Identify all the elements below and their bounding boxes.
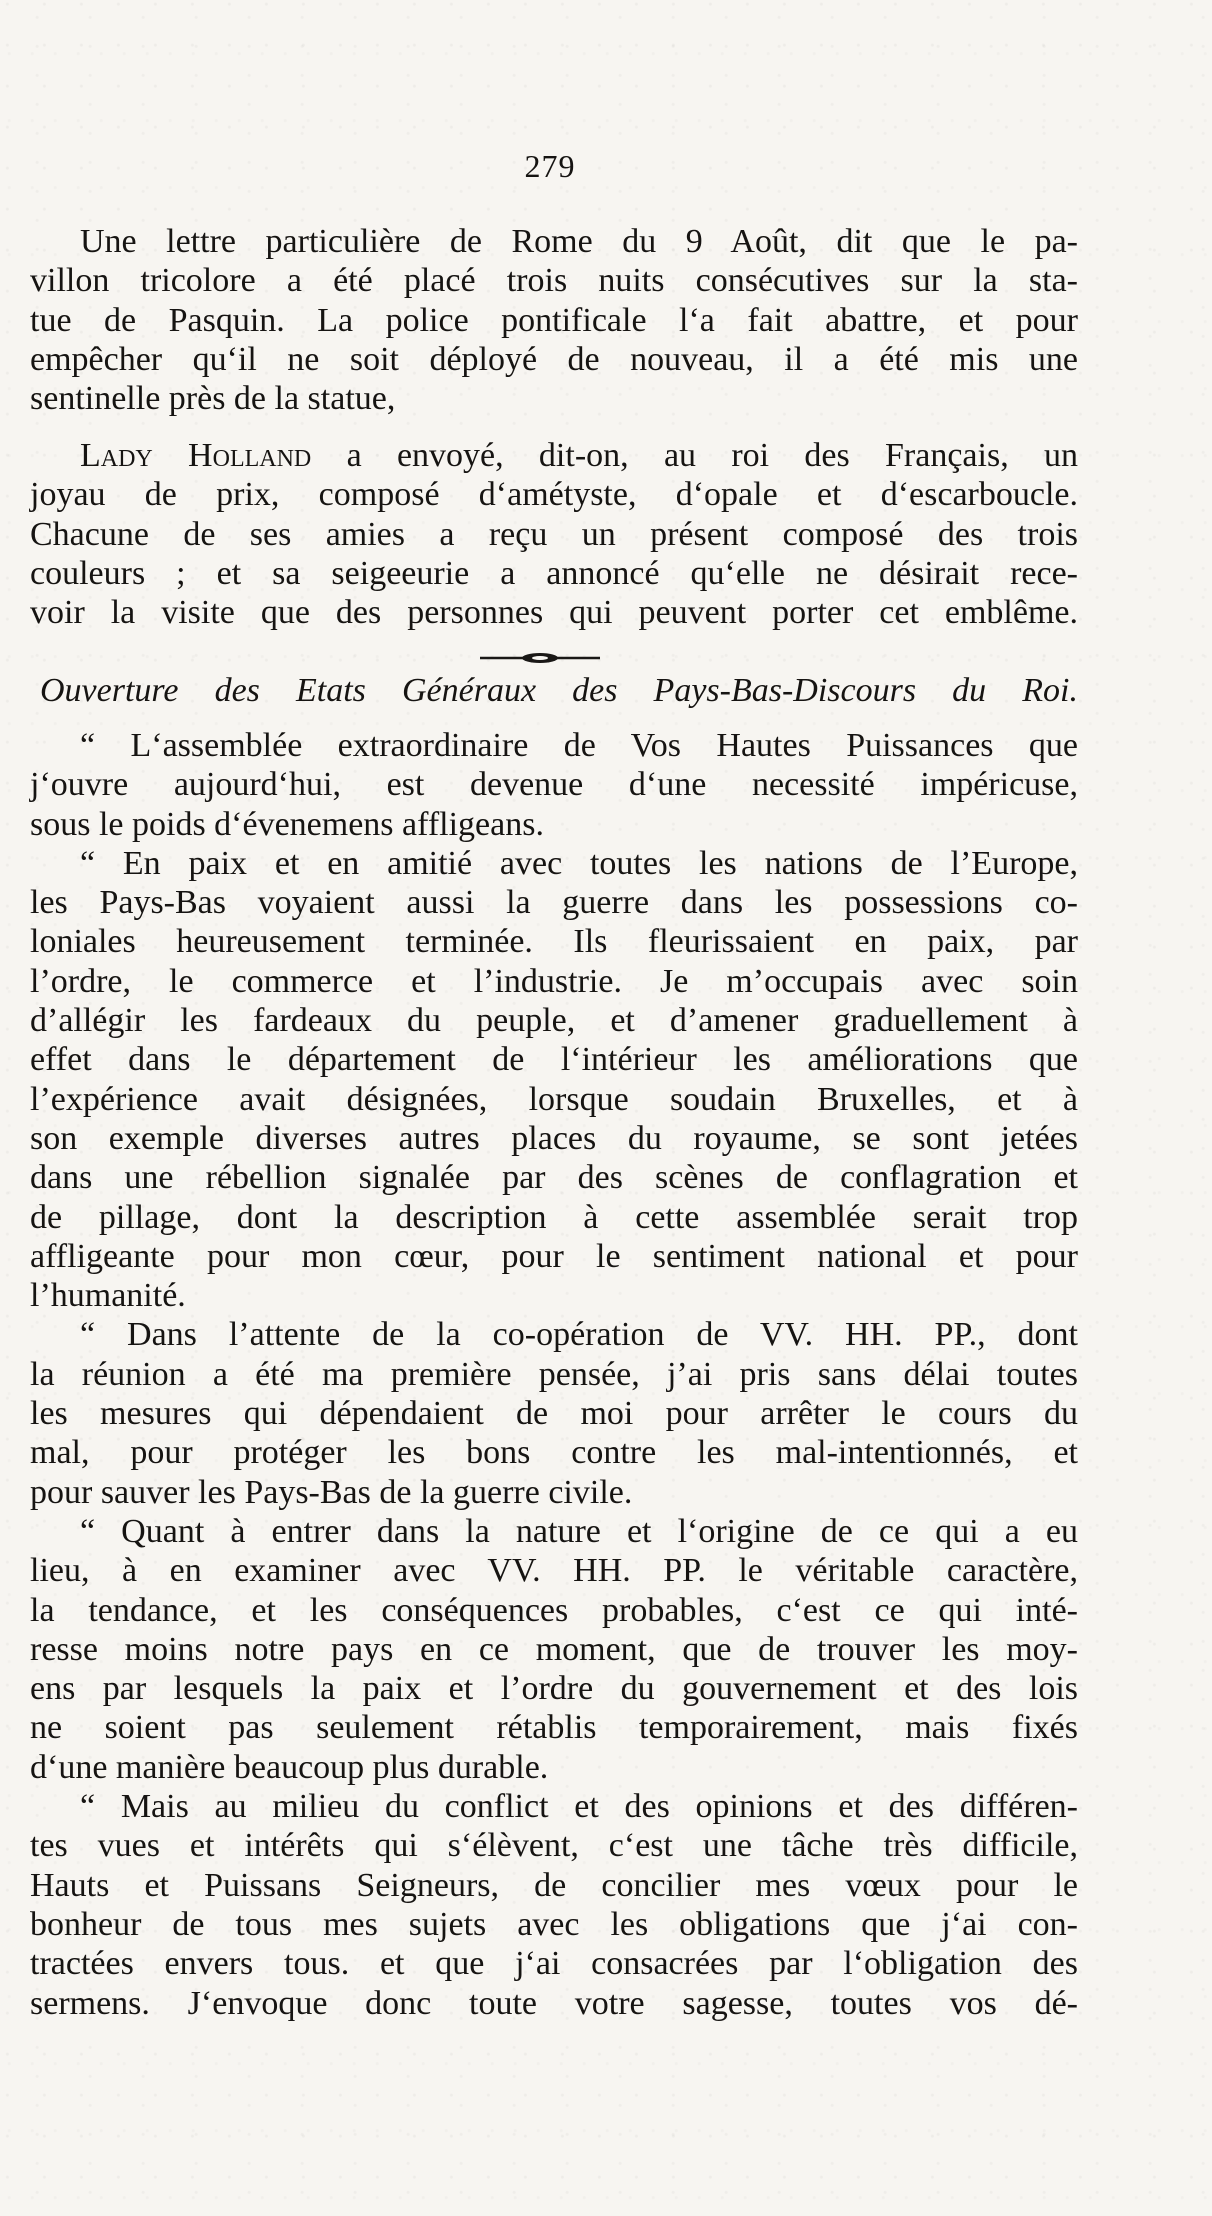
text-line: sentinelle près de la statue, [30,380,396,418]
text-line: les mesures qui dépendaient de moi pour arrêter le cours du [30,1395,1078,1433]
paragraph-rome-letter [30,222,1078,418]
text-line: sous le poids d‘évenemens affligeans. [30,805,544,843]
text-line: couleurs ; et sa seigeeurie a annoncé qu‘elle ne désirait rece- [30,554,1078,592]
text-line: Chacune de ses amies a reçu un présent composé des trois [30,515,1078,553]
text-line: “ Mais au milieu du conflict et des opinions et des différen- [80,1788,1078,1826]
text-line: dans une rébellion signalée par des scènes de conflagration et [30,1159,1078,1197]
text-line: mal, pour protéger les bons contre les mal-intentionnés, et [30,1434,1078,1472]
text-line: tue de Pasquin. La police pontificale l‘a fait abattre, et pour [30,301,1078,339]
text-line: villon tricolore a été placé trois nuits consécutives sur la sta- [30,262,1078,300]
text-line: “ Dans l’attente de la co-opération de VV. HH. PP., dont [80,1316,1078,1354]
text-line: “ Quant à entrer dans la nature et l‘origine de ce qui a eu [80,1512,1078,1550]
text-line: empêcher qu‘il ne soit déployé de nouveau, il a été mis une [30,340,1078,378]
text-line: loniales heureusement terminée. Ils fleurissaient en paix, par [30,923,1078,961]
person-name: Lady Holland [80,437,312,474]
text-line: bonheur de tous mes sujets avec les obligations que j‘ai con- [30,1905,1078,1943]
page-number: 279 [524,148,576,184]
text-line: d’allégir les fardeaux du peuple, et d’amener graduellement à [30,1002,1078,1040]
text-line: sermens. J‘envoque donc toute votre sagesse, toutes vos dé- [30,1984,1078,2022]
text-line: Une lettre particulière de Rome du 9 Août, dit que le pa- [80,223,1078,260]
ornament-divider [480,651,600,665]
text-line: l’humanité. [30,1277,186,1315]
paragraph-lady-holland [30,436,1078,632]
text-line: son exemple diverses autres places du royaume, se sont jetées [30,1119,1078,1157]
text-line: j‘ouvre aujourd‘hui, est devenue d‘une necessité impéricuse, [30,766,1078,804]
section-heading: Ouverture des Etats Généraux des Pays-Bas-Discours du Roi. [40,672,1078,709]
text-fragment: a envoyé, dit-on, au roi des Français, un [311,437,1078,474]
text-line: Hauts et Puissans Seigneurs, de concilier mes vœux pour le [30,1866,1078,1904]
text-line: les Pays-Bas voyaient aussi la guerre dans les possessions co- [30,884,1078,922]
text-line: “ L‘assemblée extraordinaire de Vos Hautes Puissances que [80,727,1078,764]
text-line: resse moins notre pays en ce moment, que de trouver les moy- [30,1630,1078,1668]
text-line: lieu, à en examiner avec VV. HH. PP. le véritable caractère, [30,1552,1078,1590]
text-line: ne soient pas seulement rétablis temporairement, mais fixés [30,1709,1078,1747]
text-line: la tendance, et les conséquences probables, c‘est ce qui inté- [30,1591,1078,1629]
speech-text [30,726,1078,2023]
text-line: affligeante pour mon cœur, pour le sentiment national et pour [30,1237,1078,1275]
text-line: l’expérience avait désignées, lorsque soudain Bruxelles, et à [30,1080,1078,1118]
text-line: d‘une manière beaucoup plus durable. [30,1748,549,1786]
text-line: effet dans le département de l‘intérieur les améliorations que [30,1041,1078,1079]
text-line: ens par lesquels la paix et l’ordre du gouvernement et des lois [30,1670,1078,1708]
text-line: la réunion a été ma première pensée, j’ai pris sans délai toutes [30,1355,1078,1393]
text-line: tes vues et intérêts qui s‘élèvent, c‘est une tâche très difficile, [30,1827,1078,1865]
text-line [30,436,1078,475]
text-line: tractées envers tous. et que j‘ai consacrées par l‘obligation des [30,1945,1078,1983]
text-line: voir la visite que des personnes qui peuvent porter cet emblême. [30,594,1078,632]
text-line: pour sauver les Pays-Bas de la guerre civile. [30,1473,633,1511]
text-line: l’ordre, le commerce et l’industrie. Je m’occupais avec soin [30,962,1078,1000]
text-line: “ En paix et en amitié avec toutes les nations de l’Europe, [80,844,1078,882]
text-line: joyau de prix, composé d‘amétyste, d‘opale et d‘escarboucle. [30,476,1078,514]
text-line: de pillage, dont la description à cette assemblée serait trop [30,1198,1078,1236]
